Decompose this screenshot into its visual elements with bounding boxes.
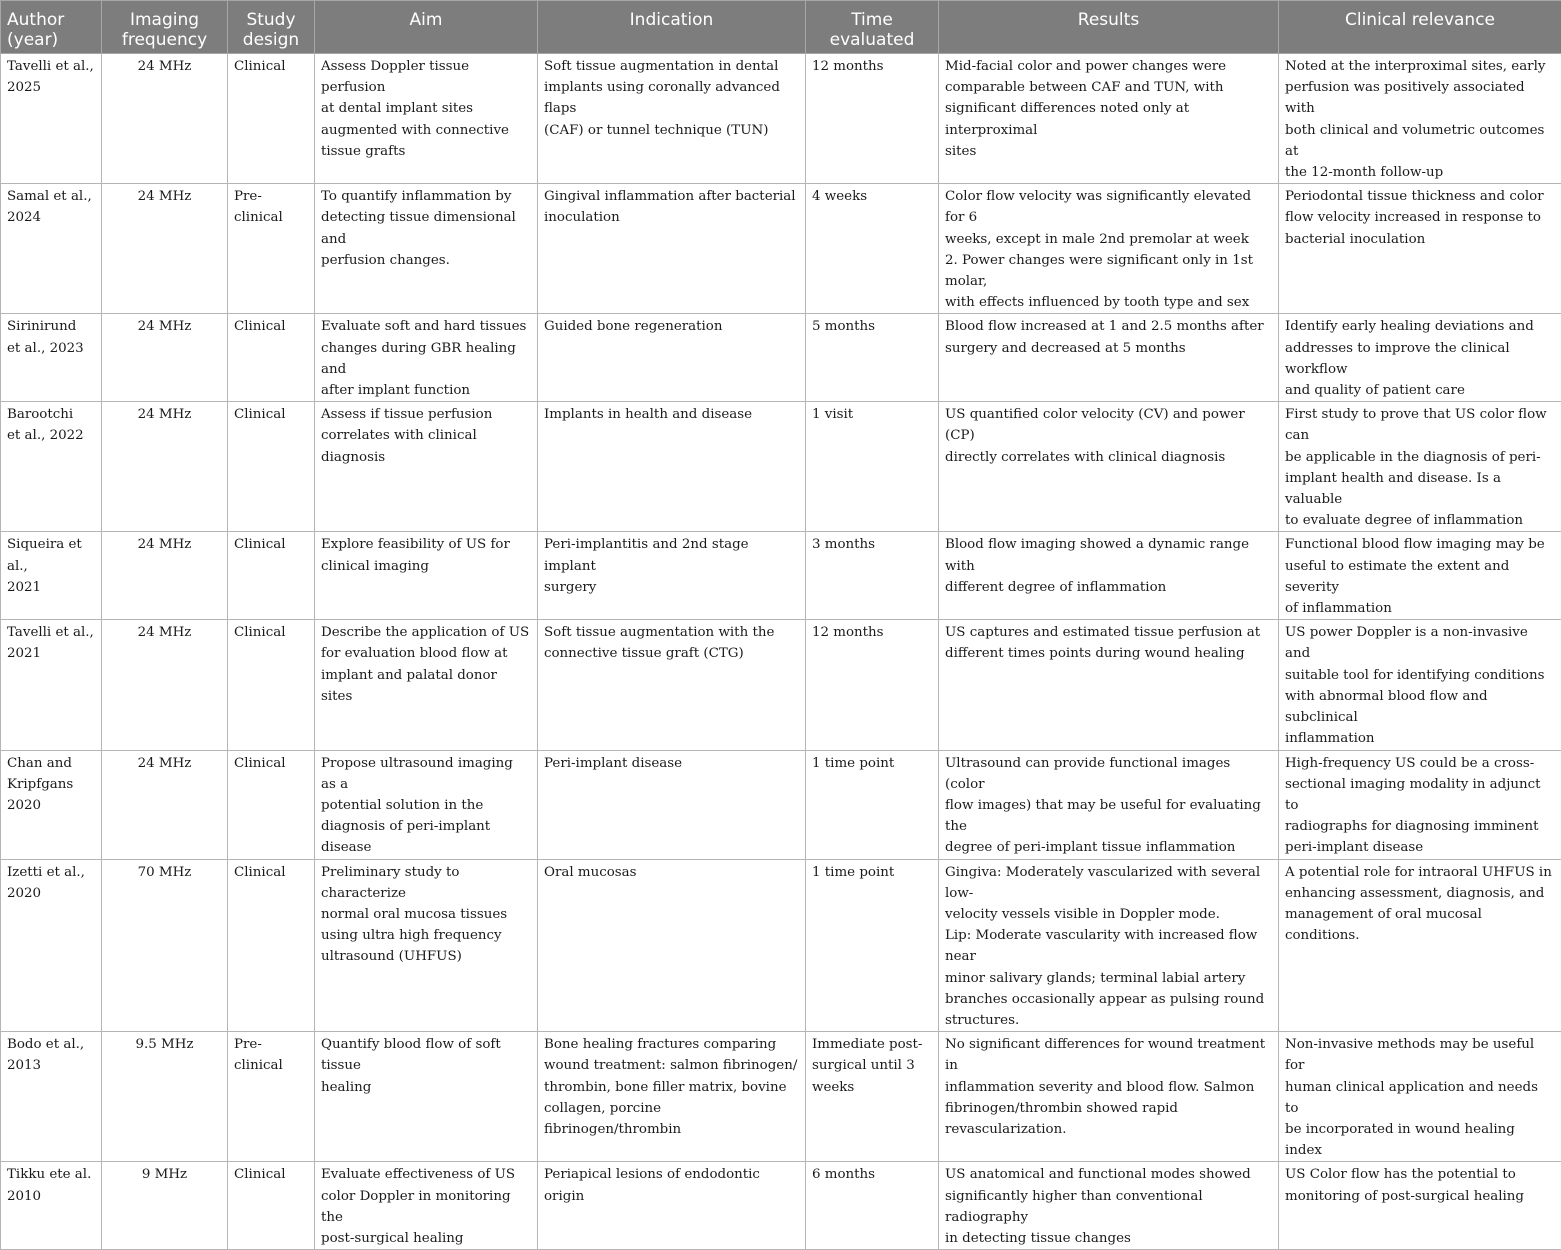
cell-aim: To quantify inflammation by detecting tissue dimensional and perfusion changes. [315,184,538,314]
cell-results: Blood flow imaging showed a dynamic range with different degree of inflammation [939,532,1279,620]
table-row [1,750,1561,859]
cell-aim: Describe the application of US for evaluation blood flow at implant and palatal donor sites [315,620,538,750]
cell-relevance: First study to prove that US color flow can be applicable in the diagnosis of peri- implant health and disease. Is a valuable to evaluate degree of inflammation [1279,402,1561,532]
cell-indication: Soft tissue augmentation with the connective tissue graft (CTG) [538,620,806,750]
cell-design: Pre-clinical [228,1032,315,1162]
cell-aim: Assess Doppler tissue perfusion at dental implant sites augmented with connective tissue grafts [315,54,538,184]
cell-relevance: A potential role for intraoral UHFUS in enhancing assessment, diagnosis, and management of oral mucosal conditions. [1279,859,1561,1032]
cell-aim: Propose ultrasound imaging as a potential solution in the diagnosis of peri-implant disease [315,750,538,859]
cell-author: Tikku ete al. 2010 [1,1162,102,1250]
cell-frequency: 24 MHz [102,402,228,532]
cell-frequency: 9 MHz [102,1162,228,1250]
table-row [1,1032,1561,1162]
cell-aim: Evaluate effectiveness of US color Doppler in monitoring the post-surgical healing [315,1162,538,1250]
cell-aim: Assess if tissue perfusion correlates with clinical diagnosis [315,402,538,532]
header-results: Results [939,1,1279,54]
cell-design: Clinical [228,859,315,1032]
cell-time: 12 months [806,54,939,184]
cell-indication: Periapical lesions of endodontic origin [538,1162,806,1250]
table-row [1,620,1561,750]
table-row [1,54,1561,184]
cell-results: Blood flow increased at 1 and 2.5 months after surgery and decreased at 5 months [939,314,1279,402]
cell-author: Chan and Kripfgans 2020 [1,750,102,859]
cell-relevance: US power Doppler is a non-invasive and suitable tool for identifying conditions with abnormal blood flow and subclinical inflammation [1279,620,1561,750]
cell-author: Izetti et al., 2020 [1,859,102,1032]
cell-design: Clinical [228,620,315,750]
header-author: Author (year) [1,1,102,54]
cell-indication: Implants in health and disease [538,402,806,532]
cell-relevance: US Color flow has the potential to monitoring of post-surgical healing [1279,1162,1561,1250]
cell-indication: Soft tissue augmentation in dental implants using coronally advanced flaps (CAF) or tunnel technique (TUN) [538,54,806,184]
cell-results: No significant differences for wound treatment in inflammation severity and blood flow. Salmon fibrinogen/thrombin showed rapid revascularization. [939,1032,1279,1162]
cell-relevance: Noted at the interproximal sites, early perfusion was positively associated with both clinical and volumetric outcomes at the 12-month follow-up [1279,54,1561,184]
cell-time: 4 weeks [806,184,939,314]
header-frequency: Imaging frequency [102,1,228,54]
cell-frequency: 24 MHz [102,54,228,184]
cell-results: Mid-facial color and power changes were comparable between CAF and TUN, with significant differences noted only at interproximal sites [939,54,1279,184]
cell-time: 1 time point [806,859,939,1032]
cell-indication: Bone healing fractures comparing wound treatment: salmon fibrinogen/ thrombin, bone filler matrix, bovine collagen, porcine fibrinogen/thrombin [538,1032,806,1162]
cell-author: Siqueira et al., 2021 [1,532,102,620]
cell-author: Sirinirund et al., 2023 [1,314,102,402]
cell-relevance: High-frequency US could be a cross- sectional imaging modality in adjunct to radiographs for diagnosing imminent peri-implant disease [1279,750,1561,859]
table-row [1,402,1561,532]
cell-results: Ultrasound can provide functional images (color flow images) that may be useful for evaluating the degree of peri-implant tissue inflammation [939,750,1279,859]
cell-time: 3 months [806,532,939,620]
table-row [1,532,1561,620]
cell-time: Immediate post- surgical until 3 weeks [806,1032,939,1162]
cell-frequency: 70 MHz [102,859,228,1032]
cell-time: 12 months [806,620,939,750]
cell-design: Clinical [228,54,315,184]
cell-indication: Guided bone regeneration [538,314,806,402]
cell-time: 6 months [806,1162,939,1250]
cell-aim: Evaluate soft and hard tissues changes during GBR healing and after implant function [315,314,538,402]
cell-frequency: 24 MHz [102,184,228,314]
table-row [1,1162,1561,1250]
header-time: Time evaluated [806,1,939,54]
cell-author: Bodo et al., 2013 [1,1032,102,1162]
header-row [1,1,1561,54]
cell-relevance: Periodontal tissue thickness and color flow velocity increased in response to bacterial inoculation [1279,184,1561,314]
cell-time: 1 time point [806,750,939,859]
header-aim: Aim [315,1,538,54]
cell-results: Gingiva: Moderately vascularized with several low- velocity vessels visible in Doppler mode. Lip: Moderate vascularity with increased flow near minor salivary glands; terminal labial artery branches occasionally appear as pulsing round structures. [939,859,1279,1032]
cell-aim: Preliminary study to characterize normal oral mucosa tissues using ultra high frequency ultrasound (UHFUS) [315,859,538,1032]
cell-results: US anatomical and functional modes showed significantly higher than conventional radiography in detecting tissue changes [939,1162,1279,1250]
cell-frequency: 24 MHz [102,750,228,859]
header-indication: Indication [538,1,806,54]
cell-design: Clinical [228,532,315,620]
cell-design: Pre-clinical [228,184,315,314]
cell-indication: Gingival inflammation after bacterial inoculation [538,184,806,314]
cell-frequency: 9.5 MHz [102,1032,228,1162]
cell-frequency: 24 MHz [102,620,228,750]
cell-relevance: Functional blood flow imaging may be useful to estimate the extent and severity of inflammation [1279,532,1561,620]
cell-indication: Peri-implantitis and 2nd stage implant surgery [538,532,806,620]
cell-author: Barootchi et al., 2022 [1,402,102,532]
cell-design: Clinical [228,1162,315,1250]
cell-frequency: 24 MHz [102,314,228,402]
cell-design: Clinical [228,314,315,402]
cell-results: US captures and estimated tissue perfusion at different times points during wound healing [939,620,1279,750]
header-relevance: Clinical relevance [1279,1,1561,54]
cell-aim: Quantify blood flow of soft tissue healing [315,1032,538,1162]
cell-aim: Explore feasibility of US for clinical imaging [315,532,538,620]
cell-time: 5 months [806,314,939,402]
cell-relevance: Non-invasive methods may be useful for human clinical application and needs to be incorporated in wound healing index [1279,1032,1561,1162]
table-row [1,184,1561,314]
header-design: Study design [228,1,315,54]
cell-author: Tavelli et al., 2021 [1,620,102,750]
cell-indication: Oral mucosas [538,859,806,1032]
cell-relevance: Identify early healing deviations and addresses to improve the clinical workflow and quality of patient care [1279,314,1561,402]
cell-design: Clinical [228,750,315,859]
cell-frequency: 24 MHz [102,532,228,620]
cell-author: Tavelli et al., 2025 [1,54,102,184]
cell-results: US quantified color velocity (CV) and power (CP) directly correlates with clinical diagnosis [939,402,1279,532]
cell-author: Samal et al., 2024 [1,184,102,314]
cell-time: 1 visit [806,402,939,532]
cell-indication: Peri-implant disease [538,750,806,859]
cell-results: Color flow velocity was significantly elevated for 6 weeks, except in male 2nd premolar at week 2. Power changes were significant only in 1st molar, with effects influenced by tooth type and sex [939,184,1279,314]
table-row [1,314,1561,402]
table-row [1,859,1561,1032]
cell-design: Clinical [228,402,315,532]
